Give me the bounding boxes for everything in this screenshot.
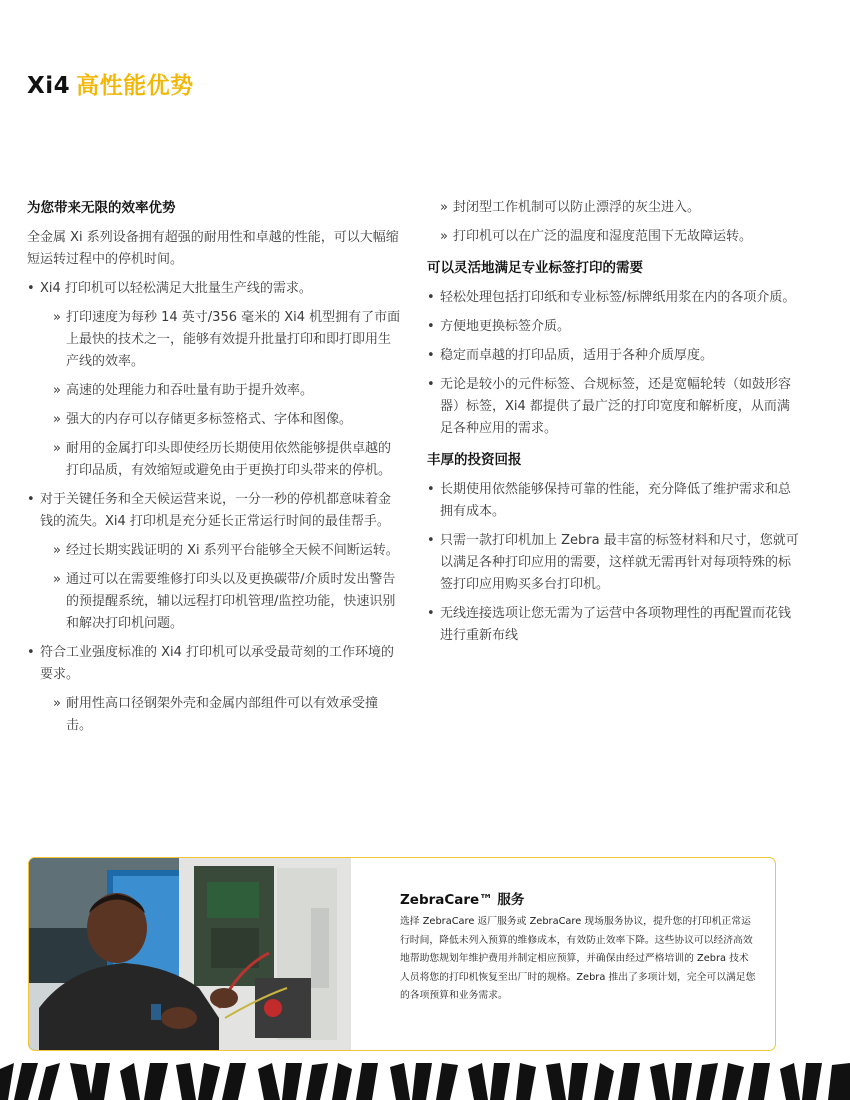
sub-list-item: » 耐用的金属打印头即使经历长期使用依然能够提供卓越的打印品质，有效缩短或避免由于更换打印头带来的停机。 xyxy=(40,438,401,482)
page-title xyxy=(27,68,194,104)
section-flexible xyxy=(427,256,801,440)
zebracare-title: ZebraCare™ 服务 xyxy=(400,892,525,908)
section-heading-efficiency: 为您带来无限的效率优势 xyxy=(27,200,176,216)
section-heading-roi: 丰厚的投资回报 xyxy=(427,452,522,468)
list-item: • 无论是较小的元件标签、合规标签，还是宽幅轮转（如鼓形容器）标签，Xi4 都提供了最广泛的打印宽度和解析度，从而满足各种应用的需求。 xyxy=(427,374,801,440)
sub-list-item: » 高速的处理能力和吞吐量有助于提升效率。 xyxy=(40,380,401,402)
sub-list-item: » 耐用性高口径钢架外壳和金属内部组件可以有效承受撞击。 xyxy=(40,693,401,737)
bullet-list xyxy=(427,479,801,647)
zebracare-body: 选择 ZebraCare 返厂服务或 ZebraCare 现场服务协议，提升您的打印机正常运行时间，降低未列入预算的维修成本，有效防止效率下降。这些协议可以经济高效地帮助您规划年维护费用并制定相应预算，并确保由经过严格培训的 Zebra 技术人员将您的打印机恢复至出厂时的规格。Zebra 推出了多项计划，完全可以满足您的各项预算和业务需求。 xyxy=(400,916,756,1001)
technician-photo xyxy=(29,858,351,1050)
bullet-text: Xi4 打印机可以轻松满足大批量生产线的需求。 xyxy=(40,281,312,296)
section-roi xyxy=(427,448,801,647)
list-item: • 只需一款打印机加上 Zebra 最丰富的标签材料和尺寸，您就可以满足各种打印应用的需要，这样就无需再针对每项特殊的标签打印应用购买多台打印机。 xyxy=(427,530,801,596)
sub-list-item: » 打印速度为每秒 14 英寸/356 毫米的 Xi4 机型拥有了市面上最快的技术之一，能够有效提升批量打印和即打即用生产线的效率。 xyxy=(40,307,401,373)
zebra-stripe-footer xyxy=(0,1063,850,1100)
sub-list xyxy=(40,307,401,482)
sub-list xyxy=(40,540,401,635)
list-item xyxy=(27,642,401,737)
sub-list-item: » 通过可以在需要维修打印头以及更换碳带/介质时发出警告的预提醒系统，辅以远程打印机管理/监控功能，快速识别和解决打印机问题。 xyxy=(40,569,401,635)
sub-list-item: » 强大的内存可以存储更多标签格式、字体和图像。 xyxy=(40,409,401,431)
bullet-text: 对于关键任务和全天候运营来说，一分一秒的停机都意味着金钱的流失。Xi4 打印机是充分延长正常运行时间的最佳帮手。 xyxy=(40,492,392,529)
sub-list-item: » 封闭型工作机制可以防止漂浮的灰尘进入。 xyxy=(427,197,801,219)
list-item: • 稳定而卓越的打印品质，适用于各种介质厚度。 xyxy=(427,345,801,367)
sub-list xyxy=(427,197,801,248)
zebracare-panel xyxy=(28,857,776,1051)
bullet-text: 符合工业强度标准的 Xi4 打印机可以承受最苛刻的工作环境的要求。 xyxy=(40,645,395,682)
sub-list-item: » 打印机可以在广泛的温度和湿度范围下无故障运转。 xyxy=(427,226,801,248)
section-heading-flexible: 可以灵活地满足专业标签打印的需要 xyxy=(427,260,643,276)
title-highlight: 高性能优势 xyxy=(76,73,194,99)
list-item xyxy=(27,489,401,635)
list-item xyxy=(27,278,401,482)
sub-list-item: » 经过长期实践证明的 Xi 系列平台能够全天候不间断运转。 xyxy=(40,540,401,562)
list-item: • 无线连接选项让您无需为了运营中各项物理性的再配置而花钱进行重新布线 xyxy=(427,603,801,647)
list-item: • 方便地更换标签介质。 xyxy=(427,316,801,338)
list-item: • 长期使用依然能够保持可靠的性能，充分降低了维护需求和总拥有成本。 xyxy=(427,479,801,523)
title-model: Xi4 xyxy=(27,73,71,99)
left-column xyxy=(27,196,401,744)
right-column xyxy=(427,197,801,654)
intro-paragraph: 全金属 Xi 系列设备拥有超强的耐用性和卓越的性能，可以大幅缩短运转过程中的停机时间。 xyxy=(27,230,399,267)
zebracare-text xyxy=(400,889,756,1006)
bullet-list xyxy=(27,278,401,737)
bullet-list xyxy=(427,287,801,440)
sub-list xyxy=(40,693,401,737)
list-item: • 轻松处理包括打印纸和专业标签/标牌纸用浆在内的各项介质。 xyxy=(427,287,801,309)
